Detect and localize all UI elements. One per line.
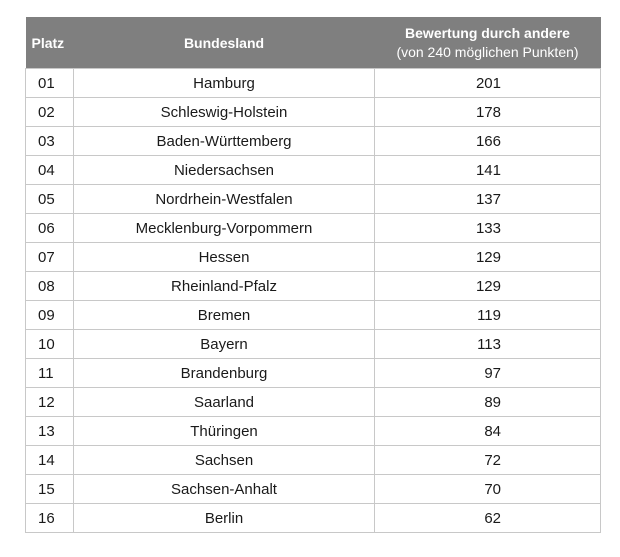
score-cell: 201 xyxy=(375,69,601,98)
header-state: Bundesland xyxy=(74,17,375,69)
header-rank: Platz xyxy=(26,17,74,69)
state-cell: Baden-Württemberg xyxy=(74,127,375,156)
state-cell: Bremen xyxy=(74,301,375,330)
state-cell: Mecklenburg-Vorpommern xyxy=(74,214,375,243)
ranking-table xyxy=(25,17,601,533)
state-cell: Bayern xyxy=(74,330,375,359)
header-score xyxy=(375,17,601,69)
state-cell: Brandenburg xyxy=(74,359,375,388)
table-row xyxy=(26,185,601,214)
rank-cell: 16 xyxy=(26,504,74,533)
state-cell: Sachsen-Anhalt xyxy=(74,475,375,504)
table-row xyxy=(26,330,601,359)
score-cell: 129 xyxy=(375,272,601,301)
state-cell: Sachsen xyxy=(74,446,375,475)
table-row xyxy=(26,446,601,475)
state-cell: Nordrhein-Westfalen xyxy=(74,185,375,214)
table-row xyxy=(26,504,601,533)
score-cell: 72 xyxy=(375,446,601,475)
header-score-title: Bewertung durch andere xyxy=(405,24,570,41)
state-cell: Rheinland-Pfalz xyxy=(74,272,375,301)
score-cell: 133 xyxy=(375,214,601,243)
state-cell: Saarland xyxy=(74,388,375,417)
state-cell: Niedersachsen xyxy=(74,156,375,185)
state-cell: Berlin xyxy=(74,504,375,533)
rank-cell: 11 xyxy=(26,359,74,388)
rank-cell: 02 xyxy=(26,98,74,127)
score-cell: 119 xyxy=(375,301,601,330)
table-header xyxy=(26,17,601,69)
table-row xyxy=(26,127,601,156)
rank-cell: 15 xyxy=(26,475,74,504)
table-row xyxy=(26,69,601,98)
score-cell: 129 xyxy=(375,243,601,272)
rank-cell: 03 xyxy=(26,127,74,156)
table-row xyxy=(26,98,601,127)
table-row xyxy=(26,156,601,185)
score-cell: 84 xyxy=(375,417,601,446)
state-cell: Thüringen xyxy=(74,417,375,446)
score-cell: 70 xyxy=(375,475,601,504)
score-cell: 166 xyxy=(375,127,601,156)
rank-cell: 14 xyxy=(26,446,74,475)
header-score-subtitle: (von 240 möglichen Punkten) xyxy=(396,43,579,60)
rank-cell: 05 xyxy=(26,185,74,214)
ranking-table-container xyxy=(25,17,600,533)
rank-cell: 04 xyxy=(26,156,74,185)
score-cell: 137 xyxy=(375,185,601,214)
rank-cell: 01 xyxy=(26,69,74,98)
table-row xyxy=(26,475,601,504)
table-row xyxy=(26,417,601,446)
score-cell: 97 xyxy=(375,359,601,388)
table-row xyxy=(26,214,601,243)
score-cell: 113 xyxy=(375,330,601,359)
table-row xyxy=(26,301,601,330)
table-body xyxy=(26,69,601,533)
state-cell: Hessen xyxy=(74,243,375,272)
score-cell: 89 xyxy=(375,388,601,417)
state-cell: Hamburg xyxy=(74,69,375,98)
rank-cell: 06 xyxy=(26,214,74,243)
score-cell: 178 xyxy=(375,98,601,127)
rank-cell: 10 xyxy=(26,330,74,359)
rank-cell: 09 xyxy=(26,301,74,330)
score-cell: 62 xyxy=(375,504,601,533)
rank-cell: 08 xyxy=(26,272,74,301)
table-row xyxy=(26,272,601,301)
score-cell: 141 xyxy=(375,156,601,185)
rank-cell: 12 xyxy=(26,388,74,417)
header-row xyxy=(26,17,601,69)
table-row xyxy=(26,388,601,417)
rank-cell: 07 xyxy=(26,243,74,272)
state-cell: Schleswig-Holstein xyxy=(74,98,375,127)
table-row xyxy=(26,359,601,388)
rank-cell: 13 xyxy=(26,417,74,446)
table-row xyxy=(26,243,601,272)
